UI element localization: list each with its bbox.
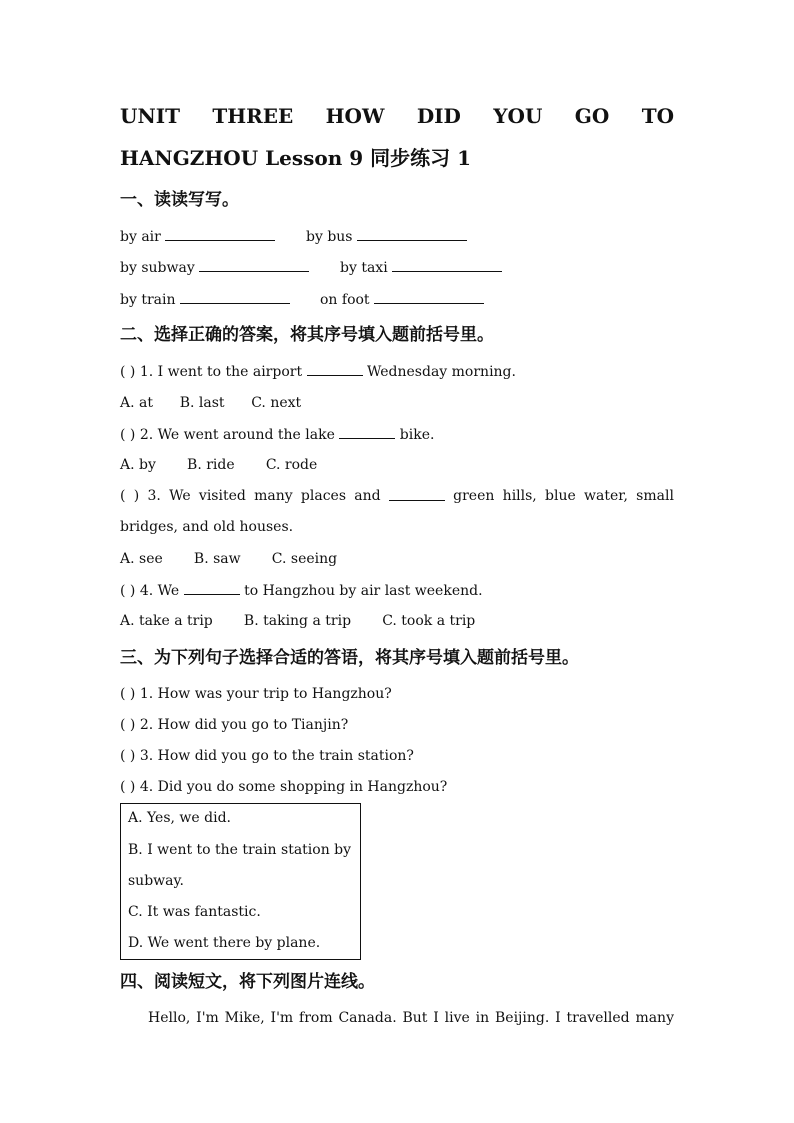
answer-options-box [120, 803, 361, 960]
section-3-heading: 三、为下列句子选择合适的答语，将其序号填入题前括号里。 [120, 648, 579, 668]
answer-blank[interactable] [165, 226, 275, 241]
title-word: YOU [493, 104, 543, 128]
option: C. took a trip [382, 613, 476, 629]
question-line: ( ) 1. How was your trip to Hangzhou? [120, 686, 392, 702]
answer-blank[interactable] [184, 580, 240, 595]
option: A. at [120, 395, 153, 411]
question-text: Wednesday morning. [367, 364, 516, 380]
option: C. seeing [271, 551, 338, 567]
vocab-item: by taxi [340, 260, 388, 276]
option: B. last [179, 395, 225, 411]
question-line [120, 361, 516, 382]
word: in [475, 1010, 490, 1026]
question-text: ( ) 2. We went around the lake [120, 427, 335, 443]
vocab-row [120, 257, 309, 278]
word: many [635, 1010, 674, 1026]
option: B. saw [193, 551, 241, 567]
word: small [636, 488, 674, 504]
title-line-1 [120, 104, 674, 128]
word: I'm [270, 1010, 294, 1026]
options-line [120, 611, 475, 631]
word: We [169, 488, 191, 504]
vocab-item: by bus [306, 229, 353, 245]
question-text: ( ) 4. We [120, 583, 180, 599]
section-4-heading: 四、阅读短文，将下列图片连线。 [120, 972, 375, 992]
word: visited [198, 488, 246, 504]
answer-blank[interactable] [357, 226, 467, 241]
option: C. rode [265, 457, 318, 473]
title-word: GO [574, 104, 610, 128]
title-word: HOW [325, 104, 385, 128]
answer-blank[interactable] [389, 486, 445, 501]
vocab-row [120, 289, 290, 310]
word: from [299, 1010, 333, 1026]
question-line [120, 424, 434, 445]
answer-option: D. We went there by plane. [128, 935, 321, 951]
word: I'm [196, 1010, 219, 1026]
title-word: THREE [212, 104, 294, 128]
question-line-justified [120, 486, 674, 506]
section-2-heading: 二、选择正确的答案，将其序号填入题前括号里。 [120, 325, 494, 345]
question-line: ( ) 4. Did you do some shopping in Hangzhou? [120, 779, 448, 795]
word: ( [120, 488, 126, 504]
vocab-row [120, 226, 275, 247]
word: and [354, 488, 381, 504]
vocab-item: by air [120, 229, 161, 245]
vocab-row [320, 289, 484, 310]
question-line: ( ) 3. How did you go to the train station? [120, 748, 414, 764]
option: B. ride [187, 457, 235, 473]
section-1-heading: 一、读读写写。 [120, 190, 239, 210]
word: Hello, [148, 1010, 191, 1026]
answer-blank[interactable] [374, 289, 484, 304]
title-line-2: HANGZHOU Lesson 9 同步练习 1 [120, 146, 472, 170]
answer-option: B. I went to the train station by [128, 842, 352, 858]
word: travelled [566, 1010, 630, 1026]
vocab-item: on foot [320, 292, 370, 308]
question-line [120, 580, 483, 601]
word: Mike, [224, 1010, 265, 1026]
answer-blank[interactable] [199, 257, 309, 272]
answer-blank[interactable] [180, 289, 290, 304]
word: Beijing. [495, 1010, 550, 1026]
option: C. next [251, 395, 302, 411]
word: ) [133, 488, 140, 504]
word: 3. [147, 488, 161, 504]
word: But [402, 1010, 428, 1026]
word: places [300, 488, 347, 504]
word: many [254, 488, 293, 504]
question-text: ( ) 1. I went to the airport [120, 364, 303, 380]
word: I [555, 1010, 561, 1026]
answer-option: subway. [128, 873, 184, 889]
vocab-row [340, 257, 502, 278]
answer-blank[interactable] [392, 257, 502, 272]
option: A. by [120, 457, 156, 473]
question-text: to Hangzhou by air last weekend. [244, 583, 483, 599]
word: I [433, 1010, 439, 1026]
word: blue [545, 488, 576, 504]
option: A. take a trip [120, 613, 213, 629]
answer-option: C. It was fantastic. [128, 904, 261, 920]
word: hills, [502, 488, 537, 504]
answer-blank[interactable] [339, 424, 395, 439]
question-line: ( ) 2. How did you go to Tianjin? [120, 717, 349, 733]
word: green [453, 488, 495, 504]
option: B. taking a trip [243, 613, 352, 629]
options-line [120, 549, 337, 569]
answer-blank[interactable] [307, 361, 363, 376]
vocab-row [306, 226, 467, 247]
vocab-item: by train [120, 292, 176, 308]
answer-option: A. Yes, we did. [128, 810, 231, 826]
options-line [120, 455, 317, 475]
reading-paragraph [148, 1008, 674, 1028]
question-text: bike. [399, 427, 435, 443]
title-word: TO [641, 104, 674, 128]
question-continuation: bridges, and old houses. [120, 519, 294, 535]
word: Canada. [338, 1010, 397, 1026]
option: A. see [120, 551, 163, 567]
title-word: UNIT [120, 104, 180, 128]
word: water, [584, 488, 628, 504]
vocab-item: by subway [120, 260, 195, 276]
options-line [120, 393, 301, 413]
title-word: DID [416, 104, 461, 128]
word: live [444, 1010, 470, 1026]
